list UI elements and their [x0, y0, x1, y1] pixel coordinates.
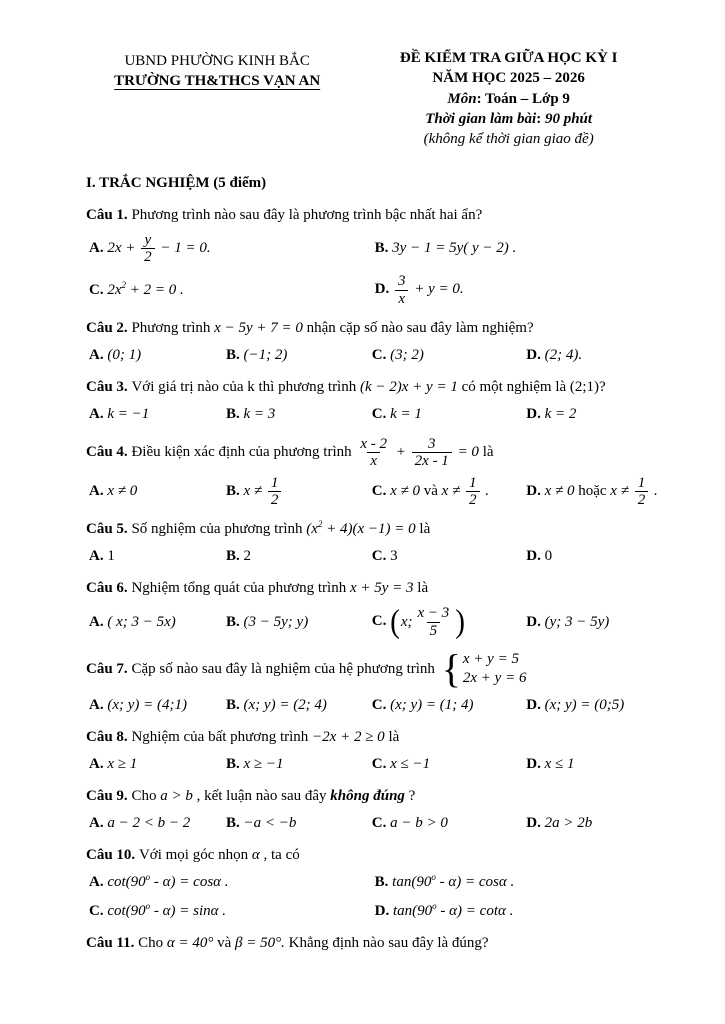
fraction: $\frac{1}{2}$: [466, 475, 480, 508]
option-label: C.: [371, 613, 391, 630]
left-paren: (: [390, 604, 400, 640]
option: A. ( x; 3 − 5x): [89, 613, 176, 630]
parenthesized-expression: ( x; $\frac{x - 3}{5}$ ): [390, 604, 466, 640]
option-label: C.: [371, 814, 391, 831]
exam-year: NĂM HỌC 2025 – 2026: [432, 70, 585, 87]
option-label: D.: [374, 281, 393, 298]
option: A. 1: [89, 548, 115, 565]
option: D. 0: [526, 548, 553, 565]
options-row: [86, 695, 669, 716]
question: [86, 933, 669, 954]
question: [86, 436, 669, 509]
question-label: Câu 1.: [86, 206, 132, 223]
fraction: $\frac{1}{2}$: [268, 475, 282, 508]
option-label: A.: [89, 755, 108, 772]
issuer-line2: TRƯỜNG TH&THCS VẠN AN: [114, 73, 321, 90]
header-exam-info: [348, 48, 669, 149]
option: D. $\frac{3}{x}$ + y = 0.: [374, 273, 464, 307]
question-label: Câu 11.: [86, 934, 139, 951]
option: D. x ≤ 1: [526, 755, 575, 772]
option: D. 2a > 2b: [526, 814, 593, 831]
fraction: $\frac{1}{2}$: [635, 475, 649, 508]
option-label: C.: [371, 755, 391, 772]
option-label: C.: [89, 902, 108, 919]
options-row: [86, 754, 669, 775]
options-row: [86, 546, 669, 567]
option-label: D.: [526, 814, 545, 831]
options-row: [86, 872, 669, 922]
option-label: A.: [89, 548, 108, 565]
option-label: A.: [89, 405, 108, 422]
question-label: Câu 3.: [86, 378, 132, 395]
option-label: C.: [371, 548, 391, 565]
option-label: C.: [371, 405, 391, 422]
option: C. k = 1: [371, 405, 422, 422]
option-label: A.: [89, 346, 108, 363]
question: [86, 646, 669, 716]
option: C. (x; y) = (1; 4): [371, 696, 474, 713]
question-label: Câu 6.: [86, 580, 132, 597]
options-row: [86, 813, 669, 834]
option-label: B.: [226, 814, 244, 831]
option: C. x ≠ 0 và x ≠ $\frac{1}{2}$ .: [371, 475, 490, 509]
option: D. k = 2: [526, 405, 577, 422]
option-label: A.: [89, 814, 108, 831]
options-row: [86, 605, 669, 638]
option-label: A.: [89, 873, 108, 890]
option: B. 2: [226, 548, 252, 565]
question-stem: Câu 8. Nghiệm của bất phương trình −2x + 2 ≥ 0 là: [86, 728, 400, 745]
options-row: [86, 232, 669, 307]
option: D. (y; 3 − 5y): [526, 613, 610, 630]
issuer-line1: UBND PHƯỜNG KINH BẮC: [124, 53, 310, 69]
question: [86, 727, 669, 775]
question-stem: Câu 5. Số nghiệm của phương trình $(x^2 + 4)(x -1) = 0$ là: [86, 519, 431, 538]
fraction: $\frac{3}{x}$: [395, 273, 409, 306]
option: B. (3 − 5y; y): [226, 613, 309, 630]
option-label: D.: [526, 346, 545, 363]
exam-title: ĐỀ KIỂM TRA GIỮA HỌC KỲ I: [399, 50, 618, 66]
option: D. (2; 4).: [526, 346, 583, 363]
option: C. $2x^2 + 2 = 0$ .: [89, 279, 184, 298]
option: C. a − b > 0: [371, 814, 448, 831]
option: B. 3y − 1 = 5y( y − 2) .: [374, 240, 517, 257]
option: B. k = 3: [226, 405, 276, 422]
option-label: D.: [526, 696, 545, 713]
question: [86, 318, 669, 366]
question: [86, 786, 669, 834]
options-row: [86, 345, 669, 366]
questions-list: [86, 205, 669, 954]
brace-glyph: {: [441, 646, 461, 692]
option: C. 3: [371, 548, 398, 565]
option: B. x ≠ $\frac{1}{2}$: [223, 475, 369, 508]
question: [86, 519, 669, 567]
question: [86, 377, 669, 425]
option-label: C.: [371, 346, 391, 363]
question-stem: Câu 10. Với mọi góc nhọn α , ta có: [86, 846, 300, 863]
option: B. −a < −b: [226, 814, 297, 831]
option-label: B.: [226, 405, 244, 422]
question-label: Câu 7.: [86, 660, 132, 677]
option-label: A.: [89, 696, 108, 713]
option-label: B.: [374, 873, 393, 890]
option: A. 2x + $\frac{y}{2}$ − 1 = 0.: [89, 231, 211, 266]
option: B. (−1; 2): [226, 346, 288, 363]
fraction: $\frac{x - 2}{x}$: [360, 435, 388, 469]
option-label: B.: [226, 755, 244, 772]
option-label: C.: [371, 483, 391, 500]
option: C. (3; 2): [371, 346, 424, 363]
option: C. x ≤ −1: [371, 755, 431, 772]
section-title: I. TRẮC NGHIỆM (5 điểm): [86, 175, 267, 192]
option-label: B.: [226, 346, 244, 363]
equation-system: { x + y = 5 2x + y = 6: [441, 646, 527, 692]
option: B. x ≥ −1: [226, 755, 284, 772]
question: [86, 845, 669, 922]
header-issuer: [86, 48, 348, 149]
option-label: D.: [374, 902, 393, 919]
option-label: A.: [89, 483, 108, 500]
option: A. cot(90$^o$ - α) = cosα .: [89, 871, 229, 890]
question-label: Câu 4.: [86, 443, 132, 460]
question-label: Câu 10.: [86, 846, 139, 863]
question-stem: Câu 9. Cho a > b , kết luận nào sau đây không đúng ?: [86, 787, 416, 804]
option-label: D.: [526, 613, 545, 630]
question-label: Câu 2.: [86, 319, 132, 336]
question: [86, 205, 669, 307]
exam-duration: Thời gian làm bài: 90 phút: [425, 110, 593, 127]
option: A. x ≠ 0: [89, 483, 138, 500]
option: A. x ≥ 1: [89, 755, 138, 772]
question-stem: Câu 4. Điều kiện xác định của phương trình $\frac{x - 2}{x}$ + $\frac{3}{2x - 1}$ = 0 là: [86, 435, 494, 469]
options-row: [86, 475, 669, 508]
option-label: C.: [89, 281, 108, 298]
option: A. k = −1: [89, 405, 150, 422]
right-paren: ): [455, 604, 466, 640]
option-label: B.: [226, 696, 244, 713]
question-stem: Câu 3. Với giá trị nào của k thì phương trình (k − 2)x + y = 1 có một nghiệm là (2;1)?: [86, 378, 606, 395]
question-label: Câu 8.: [86, 728, 132, 745]
question-label: Câu 5.: [86, 521, 132, 538]
option: D. tan(90$^o$ - α) = cotα .: [374, 900, 514, 919]
option: B. (x; y) = (2; 4): [226, 696, 327, 713]
option-label: D.: [526, 755, 545, 772]
option-label: B.: [374, 240, 393, 257]
question-stem: Câu 1. Phương trình nào sau đây là phương trình bậc nhất hai ẩn?: [86, 206, 483, 223]
option-label: D.: [526, 483, 545, 500]
option: C. cot(90$^o$ - α) = sinα .: [89, 900, 227, 919]
question: [86, 578, 669, 638]
option-label: D.: [526, 548, 545, 565]
exam-subject: Môn: Toán – Lớp 9: [447, 90, 570, 107]
question-stem: Câu 11. Cho α = 40° và β = 50°. Khẳng định nào sau đây là đúng?: [86, 934, 489, 951]
exam-note: (không kể thời gian giao đề): [423, 131, 594, 147]
option: [369, 605, 523, 638]
option: A. (0; 1): [89, 346, 142, 363]
options-row: [86, 404, 669, 425]
document-header: [86, 48, 669, 149]
option: D. x ≠ 0 hoặc x ≠ $\frac{1}{2}$ .: [526, 475, 658, 509]
fraction: $\frac{y}{2}$: [141, 232, 155, 265]
option-label: B.: [226, 613, 244, 630]
option-label: B.: [226, 483, 244, 500]
question-stem: Câu 7. Cặp số nào sau đây là nghiệm của hệ phương trình { x + y = 5 2x + y = 6: [86, 646, 527, 692]
option: A. a − 2 < b − 2: [89, 814, 191, 831]
option-label: A.: [89, 613, 108, 630]
fraction: $\frac{3}{2x - 1}$: [412, 436, 452, 469]
option-label: B.: [226, 548, 244, 565]
fraction: $\frac{x - 3}{5}$: [417, 605, 450, 639]
question-stem: Câu 6. Nghiệm tổng quát của phương trình x + 5y = 3 là: [86, 580, 429, 597]
option: B. tan(90$^o$ - α) = cosα .: [374, 871, 515, 890]
option: D. (x; y) = (0;5): [526, 696, 625, 713]
question-label: Câu 9.: [86, 787, 132, 804]
option-label: D.: [526, 405, 545, 422]
option: A. (x; y) = (4;1): [89, 696, 188, 713]
option-label: C.: [371, 696, 391, 713]
option-label: A.: [89, 240, 108, 257]
question-stem: Câu 2. Phương trình x − 5y + 7 = 0 nhận cặp số nào sau đây làm nghiệm?: [86, 319, 534, 336]
